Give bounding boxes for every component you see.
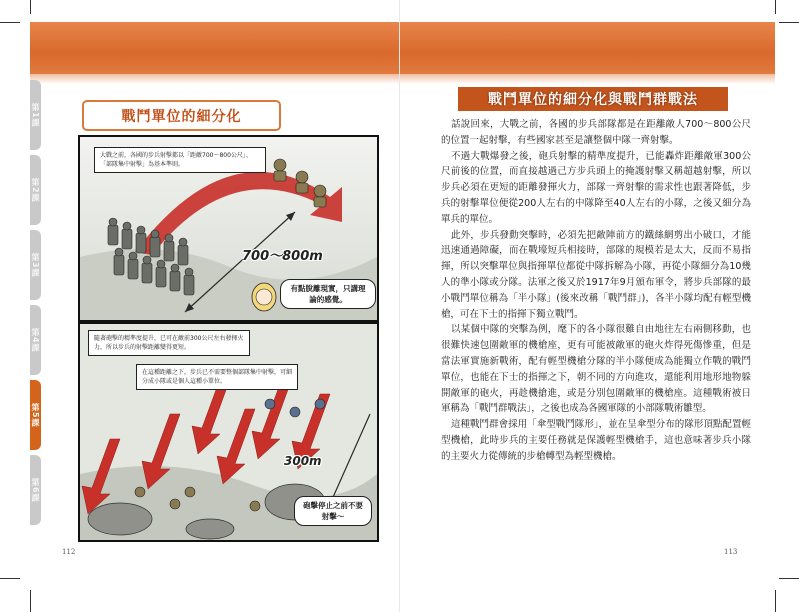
crop-mark	[779, 22, 799, 23]
paragraph: 以某個中隊的突擊為例，麾下的各小隊很難自由地往左右兩側移動，也很難快速包圍敵軍的機槍座，更有可能被敵軍的砲火炸得死傷慘重，但是當法軍實施新戰術，配有輕型機槍分隊的半小隊便成為能獨立作戰的戰鬥單位，也能在下士的指揮之下，朝不同的方向進攻，還能利用地形地物躲開敵軍的砲火，再趁機搶進，或是分別包圍敵軍的機槍座。這種戰術被日軍稱為「戰鬥群戰法」，之後也成為各國軍隊的小部隊戰術雛型。	[441, 324, 751, 415]
chapter-tab[interactable]: 第4課	[30, 305, 41, 375]
chapter-tab[interactable]: 第6課	[30, 455, 41, 525]
crop-mark	[775, 0, 776, 14]
chapter-tab-active[interactable]: 第5課	[30, 380, 41, 450]
narrator-character	[252, 283, 276, 311]
page-spine	[399, 0, 400, 612]
header-banner	[30, 22, 775, 74]
crop-mark	[0, 578, 20, 579]
panel2-speech-bubble: 砲擊停止之前不要射擊〜	[294, 496, 372, 526]
comic-panel-2	[78, 322, 379, 542]
panel2-distance-label: 300m	[284, 454, 322, 468]
crop-mark	[775, 590, 776, 612]
paragraph: 話說回來，大戰之前，各國的步兵部隊都是在距離敵人700〜800公尺的位置一起射擊，有些國家甚至是讓整個中隊一齊射擊。	[441, 119, 751, 146]
chapter-tab[interactable]: 第1課	[30, 80, 41, 150]
chapter-tab[interactable]: 第3課	[30, 230, 41, 300]
left-page-title-box	[82, 100, 281, 131]
right-page-number: 113	[724, 548, 738, 556]
panel2-caption-2: 在這種距離之下，步兵已不需要整個部隊集中射擊，可細分成小隊或是個人這種小單位。	[136, 364, 298, 390]
paragraph: 不過大戰爆發之後，砲兵射擊的精準度提升，已能轟炸距離敵軍300公尺前後的位置，而直接越過己方步兵頭上的掩護射擊又稱超越射擊，所以步兵必須在更短的距離發揮火力，部隊一齊射擊的需求性也跟著降低，步兵的射擊單位便從200人左右的中隊降至40人左右的小隊，之後又細分為單兵的單位。	[441, 150, 751, 225]
chapter-tab[interactable]: 第2課	[30, 155, 41, 225]
comic-panel-1	[78, 135, 379, 322]
article-body	[441, 117, 751, 465]
crop-mark	[30, 590, 31, 612]
panel1-speech-bubble: 有點脫離現實，只講理論的感覺。	[280, 279, 376, 309]
left-page-number: 112	[62, 548, 76, 556]
panel1-caption: 大戰之前，各國的步兵射擊都以「距敵700〜800公尺」、「部隊集中射擊」為基本準則。	[94, 147, 266, 173]
crop-mark	[30, 0, 31, 14]
chapter-tabs	[30, 80, 60, 530]
panel1-distance-label: 700〜800m	[242, 249, 323, 264]
left-page-title: 戰鬥單位的細分化	[121, 108, 242, 125]
crop-mark	[779, 578, 799, 579]
right-page-title: 戰鬥單位的細分化與戰鬥群戰法	[488, 92, 698, 108]
paragraph: 此外，步兵發動突擊時，必須先把敵陣前方的鐵絲網剪出小破口，才能迅速通過障礙，而在戰壕短兵相接時，部隊的規模若是太大，反而不易指揮，所以突擊單位與指揮單位都從中隊拆解為小隊，再從小隊細分為10幾人的準小隊或分隊。法軍之後又於1917年9月頒布軍令，將步兵部隊的最小戰鬥單位稱為「半小隊」(後來改稱「戰鬥群」)，各半小隊均配有輕型機槍，可在下士的指揮下獨立戰鬥。	[441, 229, 751, 320]
paragraph: 這種戰鬥群會採用「傘型戰鬥隊形」，並在呈傘型分布的隊形頂點配置輕型機槍，此時步兵的主要任務就是保護輕型機槍手，這也意味著步兵小隊的主要火力從傳統的步槍轉型為輕型機槍。	[441, 419, 751, 462]
right-page-title-box	[458, 87, 728, 111]
panel2-caption-1: 隨著砲擊的精準度提升，已可在敵前300公尺左右發揮火力，所以步兵的射擊距離變得更短。	[88, 330, 250, 356]
crop-mark	[0, 22, 20, 23]
